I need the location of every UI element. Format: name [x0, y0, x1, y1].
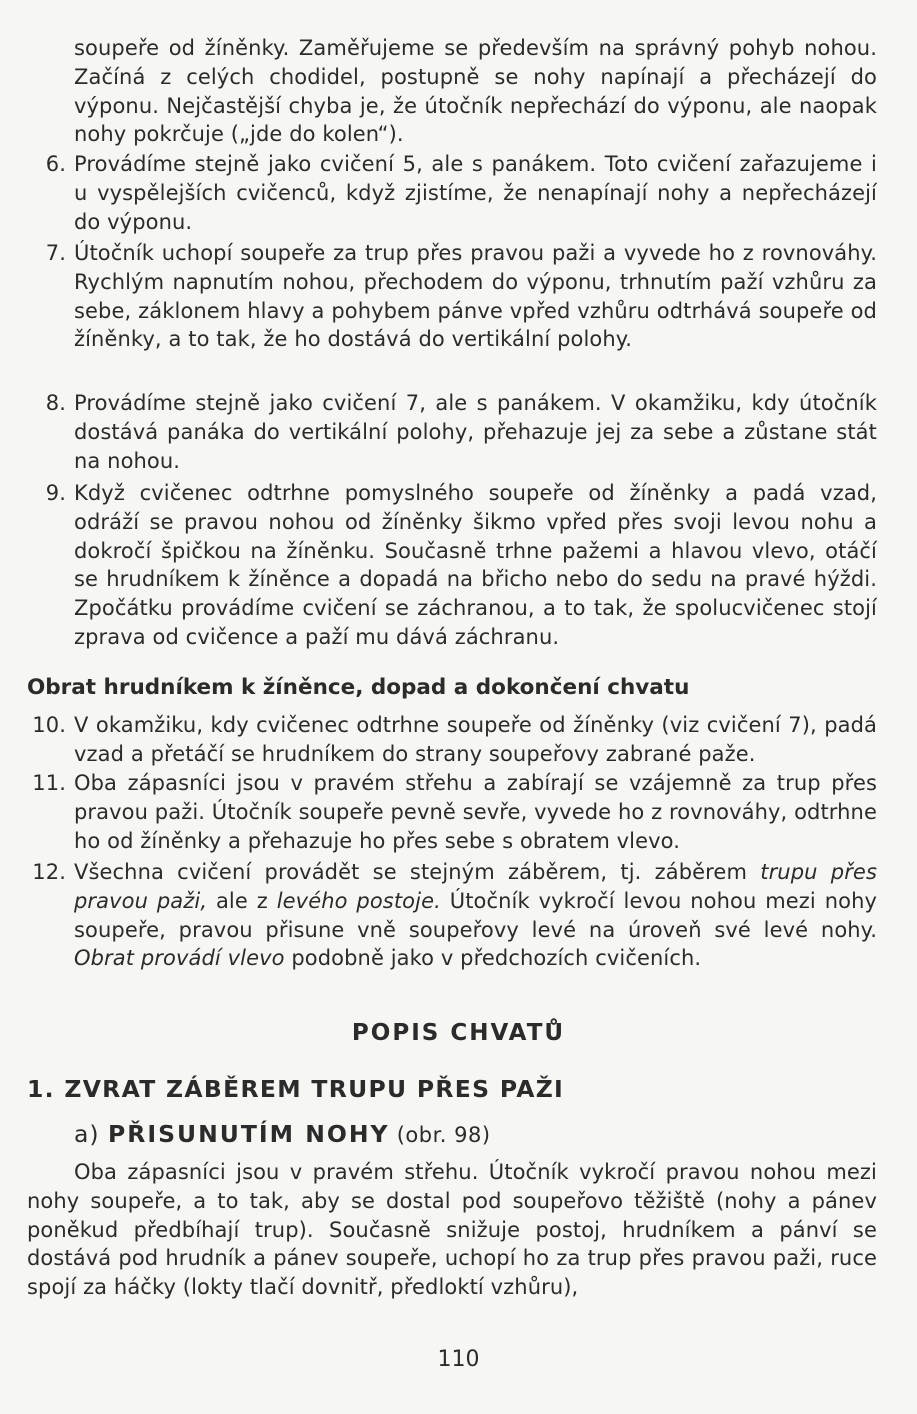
item-number: 8. [45, 391, 66, 415]
item-text: Oba zápasníci jsou v pravém střehu a zabírají se vzájemně za trup přes pravou paži. Útočník soupeře pevně sevře, vyvede ho z rovnováhy, odtrhne ho od žíněnky a přehazuje ho přes sebe s obratem vlevo. [74, 771, 877, 853]
item-text: Útočník uchopí soupeře za trup přes pravou paži a vyvede ho z rovnováhy. Rychlým napnutím nohou, přechodem do výponu, trhnutím paží vzhůru za sebe, záklonem hlavy a pohybem pánve vpřed vzhůru odtrhává soupeře od žíněnky, a to tak, že ho dostává do vertikální polohy. [74, 241, 877, 352]
item-number: 10. [32, 713, 66, 737]
subsection-heading: a) PŘISUNUTÍM NOHY (obr. 98) [74, 1120, 491, 1148]
continuation-paragraph: soupeře od žíněnky. Zaměřujeme se především na správný pohyb nohou. Začíná z celých chodidel, postupně se nohy napínají a přecházejí do výponu. Nejčastější chyba je, že útočník nepřechází do výponu, ale naopak nohy pokrčuje („jde do kolen“). [74, 36, 877, 147]
figure-reference: (obr. 98) [389, 1123, 491, 1147]
item-text: Když cvičenec odtrhne pomyslného soupeře od žíněnky a padá vzad, odráží se pravou nohou od žíněnky šikmo vpřed přes svoji levou nohu a dokročí špičkou na žíněnku. Současně trhne pažemi a hlavou vlevo, otáčí se hrudníkem k žíněnce a dopadá na břicho nebo do sedu na pravé hýždi. Zpočátku provádíme cvičení se záchranou, a to tak, že spolucvičenec stojí zprava od cvičence a paží mu dává záchranu. [74, 481, 877, 649]
item-text: Provádíme stejně jako cvičení 5, ale s panákem. Toto cvičení zařazujeme i u vyspělejších cvičenců, když zjistíme, že nenapínají nohy a nepřecházejí do výponu. [74, 152, 877, 234]
section-title: POPIS CHVATŮ [351, 1020, 566, 1046]
item-text: V okamžiku, kdy cvičenec odtrhne soupeře od žíněnky (viz cvičení 7), padá vzad a přetáčí se hrudníkem do strany soupeřovy zabrané paže. [74, 713, 877, 766]
item-number: 7. [45, 241, 66, 265]
page-number: 110 [437, 1347, 480, 1372]
item-text: Provádíme stejně jako cvičení 7, ale s panákem. V okamžiku, kdy útočník dostává panáka do vertikální polohy, přehazuje jej za sebe a zůstane stát na nohou. [74, 391, 877, 473]
item-text: Všechna cvičení provádět se stejným záběrem, tj. záběrem trupu přes pravou paži, ale z levého postoje. Útočník vykročí levou nohou mezi nohy soupeře, pravou přisune vně soupeřovy levé na úroveň své levé nohy. Obrat provádí vlevo podobně jako v předchozích cvičeních. [74, 860, 878, 971]
item-number: 6. [45, 152, 66, 176]
subheading: Obrat hrudníkem k žíněnce, dopad a dokončení chvatu [27, 675, 690, 700]
item-number: 11. [32, 771, 66, 795]
italic-phrase: levého postoje. [276, 888, 441, 913]
italic-phrase: Obrat provádí vlevo [74, 946, 285, 971]
body-paragraph: Oba zápasníci jsou v pravém střehu. Útočník vykročí pravou nohou mezi nohy soupeře, a to tak, aby se dostal pod soupeřovo těžiště (nohy a pánev poněkud předbíhají trup). Současně snižuje postoj, hrudníkem a pánví se dostává pod hrudník a pánev soupeře, uchopí ho za trup přes pravou paži, ruce spojí za háčky (lokty tlačí dovnitř, předloktí vzhůru), [27, 1160, 877, 1300]
item-number: 12. [32, 860, 66, 884]
item-number: 9. [45, 481, 66, 505]
italic-phrase: trupu přes pravou paži, [74, 860, 877, 913]
chapter-heading: 1. ZVRAT ZÁBĚREM TRUPU PŘES PAŽI [27, 1075, 565, 1103]
